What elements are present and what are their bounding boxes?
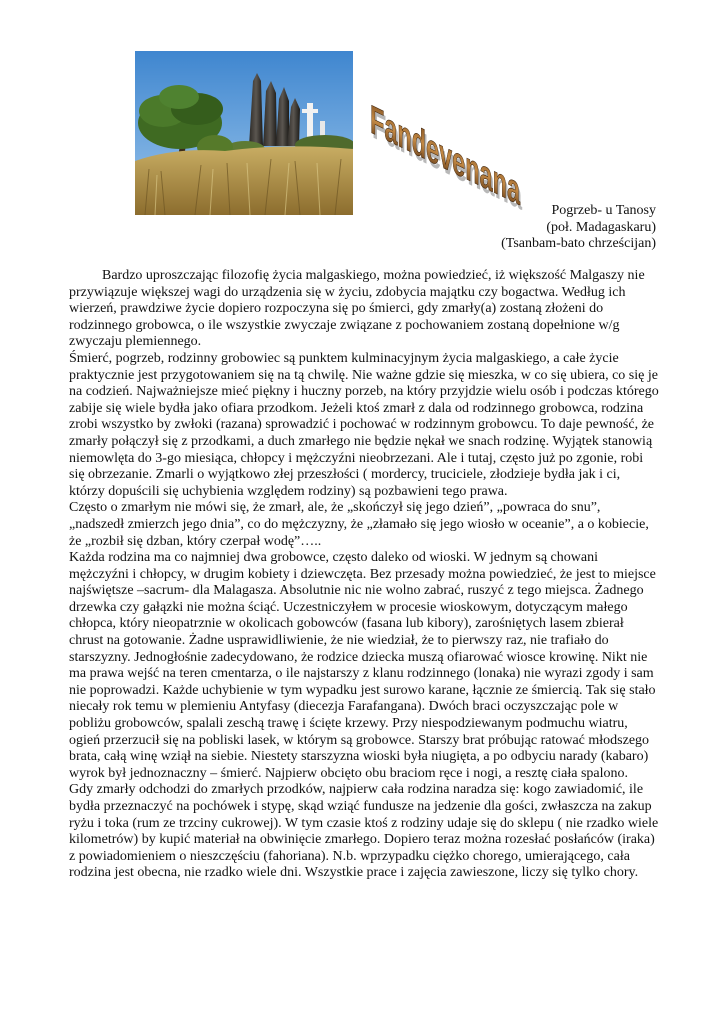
caption xyxy=(501,203,656,253)
caption-line: (Tsanbam-bato chrześcijan) xyxy=(501,236,656,251)
caption-line: Pogrzeb- u Tanosy xyxy=(551,203,656,218)
wordart-shadow: Fandevenana xyxy=(372,101,528,220)
wordart-title xyxy=(358,92,528,220)
wordart-text: Fandevenana xyxy=(370,96,528,220)
paragraph: Gdy zmarły odchodzi do zmarłych przodków, najpierw cała rodzina naradza się: kogo zawiadomić, ile bydła przeznaczyć na pochówek i stypę, skąd wziąć fundusze na jedzenie dla gości, zwłaszcza na zakup ryżu i toka (rum ze trzciny cukrowej). W tym czasie ktoś z rodziny udaje się do sklepu ( nie rzadko wiele kilometrów) by kupić materiał na obwinięcie zmarłego. Dopiero teraz można rozesłać posłańców (iraka) z powiadomieniem o nieszczęściu (fahoriana). N.b. wprzypadku ciężko chorego, umierającego, cała rodzina jest obecna, nie rzadko wiele dni. Wszystkie prace i zajęcia zawieszone, liczy się tylko chory. xyxy=(69,782,659,881)
paragraph: Śmierć, pogrzeb, rodzinny grobowiec są punktem kulminacyjnym życia malgaskiego, a całe życie praktycznie jest przygotowaniem się na tą chwilę. Nie ważne gdzie się mieszka, w co się ubiera, co się je na codzień. Najważniejsze mieć piękny i huczny porzeb, na który przyjdzie wielu osób i podczas którego zabije się wiele bydła jako ofiara przodkom. Jeżeli ktoś zmarł z dala od rodzinnego grobowca, rodzina zrobi wszystko by zwłoki (razana) sprowadzić i pochować w rodzinnym grobowcu. To daje pewność, że zmarły połączył się z przodkami, a duch zmarłego nie będzie nękał we snach rodzinę. Wyjątek stanowią niemowlęta do 3-go miesiąca, chłopcy i mężczyźni nieobrzezani. Ale i tutaj, często już po zgonie, robi się obrzezanie. Zmarli o wyjątkowo złej przeszłości ( mordercy, truciciele, złodzieje bydła jak i ci, którzy dopuścili się uchybienia względem rodziny) są pozbawieni tego prawa. xyxy=(69,350,659,499)
article-body xyxy=(69,268,659,882)
landscape-photo xyxy=(135,51,353,215)
caption-line: (poł. Madagaskaru) xyxy=(546,219,656,235)
paragraph: Często o zmarłym nie mówi się, że zmarł, ale, że „skończył się jego dzień”, „powraca do snu”, „nadszedł zmierzch jego dnia”, co do mężczyzny, że „złamało się jego wiosło w oceanie”, a o kobiecie, że „rozbił się dzban, który czerpał wodę”….. xyxy=(69,500,649,549)
paragraph: Każda rodzina ma co najmniej dwa grobowce, często daleko od wioski. W jednym są chowani mężczyźni i chłopcy, w drugim kobiety i dziewczęta. Bez przesady można powiedzieć, że jest to miejsce najświętsze –sacrum- dla Malagasza. Absolutnie nic nie wolno zabrać, ruszyć z tego miejsca. Żadnego drzewka czy gałązki nie można ściąć. Uczestniczyłem w procesie wioskowym, dotyczącym małego chłopca, który nieopatrznie w okolicach gobowców (fasana lub kibory), zarośniętych lasem zbierał chrust na gotowanie. Żadne usprawidliwienie, że nie wiedział, że to pierwszy raz, nie trafiało do starszyzny. Jednogłośnie zadecydowano, że rodzice dziecka muszą ofiarować wiosce krowinę. Nikt nie ma prawa wejść na teren cmentarza, o ile najstarszy z klanu rodzinnego (lonaka) nie wyrazi zgody i sam nie poprowadzi. Każde uchybienie w tym wypadku jest surowo karane, łącznie ze śmiercią. Tak się stało niecały rok temu w plemieniu Antyfasy (diecezja Farafangana). Dwóch braci oczyszczając pole w pobliżu grobowców, spalali zeschą trawę i ścięte krzewy. Przy niespodziewanym podmuchu wiatru, ogień przerzucił się na pobliski lasek, w którym są grobowce. Starszy brat próbując ratować młodszego brata, całą winę wziął na siebie. Niestety starszyzna wioski była niugięta, a po odbyciu narady (kabaro) wyrok był jednoznaczny – śmierć. Najpierw obcięto obu braciom ręce i nogi, a resztę ciała spalono. xyxy=(69,550,656,781)
paragraph: Bardzo uproszczając filozofię życia malgaskiego, można powiedzieć, iż większość Malgaszy nie przywiązuje większej wagi do urządzenia się w życiu, zdobycia majątku czy bogactwa. Według ich wierzeń, prawdziwe życie dopiero rozpoczyna się po śmierci, gdy zmarły(a) zostaną złożeni do rodzinnego grobowca, o ile wszystkie zwyczaje związane z pochowaniem zostaną dopełnione w/g zwyczaju plemiennego. xyxy=(69,268,645,350)
